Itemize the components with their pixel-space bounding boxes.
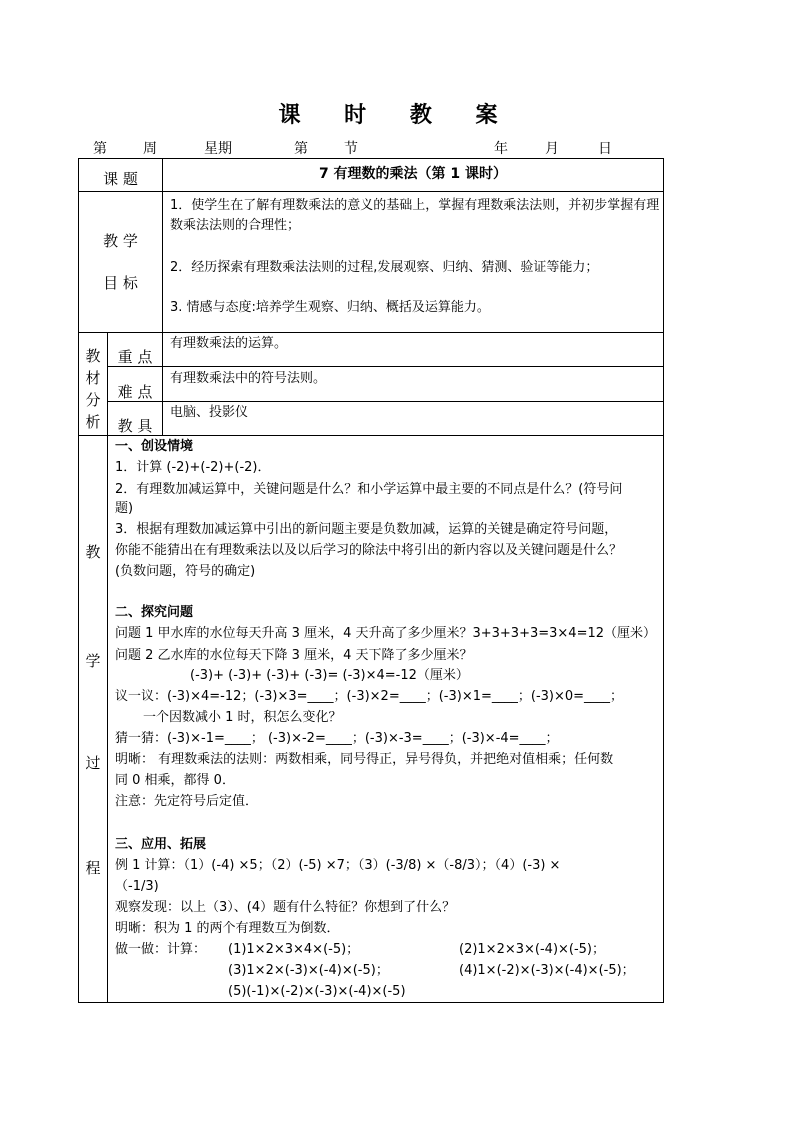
week-suffix: 周 bbox=[143, 141, 157, 157]
process-label-char: 程 bbox=[85, 859, 101, 877]
content-line: 3．根据有理数加减运算中引出的新问题主要是负数加减，运算的关键是确定符号问题， bbox=[115, 522, 618, 537]
exercise-item: (4)1×(-2)×(-3)×(-4)×(-5)； bbox=[459, 963, 635, 978]
content-line: 同 0 相乘，都得 0． bbox=[115, 773, 235, 788]
content-line: 一个因数减小 1 时，积怎么变化？ bbox=[143, 710, 342, 725]
period-suffix: 节 bbox=[344, 141, 358, 157]
analysis-label-char: 分 bbox=[85, 391, 101, 409]
section-heading: 二、探究问题 bbox=[115, 605, 194, 620]
content-line: 1．计算 (-2)+(-2)+(-2)． bbox=[115, 460, 271, 475]
date-line bbox=[0, 138, 794, 158]
content-line: 做一做：计算： bbox=[115, 942, 207, 957]
objectives-label-line2: 目 标 bbox=[103, 274, 138, 292]
section-heading: 一、创设情境 bbox=[115, 439, 194, 454]
content-line: 题) bbox=[115, 501, 134, 516]
content-line: 2．有理数加减运算中，关键问题是什么？和小学运算中最主要的不同点是什么？(符号问 bbox=[115, 482, 623, 497]
content-line: 议一议：(-3)×4=-12；(-3)×3=____；(-3)×2=____；(-3)×1=____；(-3)×0=____； bbox=[115, 689, 624, 704]
period-prefix: 第 bbox=[294, 141, 308, 157]
page-title: 课 时 教 案 bbox=[278, 102, 516, 128]
difficulty-value: 有理数乘法中的符号法则。 bbox=[170, 371, 327, 386]
content-line: 例 1 计算：（1）(-4) ×5；（2）(-5) ×7；（3）(-3/8) ×（-8/3）；（4）(-3) × bbox=[115, 858, 561, 873]
content-line: 明晰： 有理数乘法的法则：两数相乘，同号得正，异号得负，并把绝对值相乘；任何数 bbox=[115, 752, 614, 767]
exercise-item: (3)1×2×(-3)×(-4)×(-5)； bbox=[228, 963, 389, 978]
content-line: 注意：先定符号后定值． bbox=[115, 794, 259, 809]
month-label: 月 bbox=[545, 141, 559, 157]
exercise-item: (1)1×2×3×4×(-5)； bbox=[228, 942, 360, 957]
content-line: 问题 1 甲水库的水位每天升高 3 厘米，4 天升高了多少厘米？3+3+3+3=3×4=12（厘米） bbox=[115, 626, 656, 641]
topic-label: 课 题 bbox=[103, 170, 138, 188]
exercise-item: (2)1×2×3×(-4)×(-5)； bbox=[459, 942, 606, 957]
day-label: 日 bbox=[598, 141, 612, 157]
weekday-label: 星期 bbox=[204, 141, 232, 157]
year-label: 年 bbox=[494, 141, 508, 157]
objective-item: 2．经历探索有理数乘法法则的过程,发展观察、归纳、猜测、验证等能力； bbox=[170, 260, 599, 275]
objectives-label-line1: 教 学 bbox=[103, 232, 138, 250]
analysis-label bbox=[78, 345, 108, 433]
objectives-label-cell bbox=[78, 191, 163, 333]
tools-label: 教 具 bbox=[117, 417, 153, 435]
process-label-char: 学 bbox=[85, 652, 101, 670]
process-label-char: 过 bbox=[85, 754, 101, 772]
content-line: (-3)+ (-3)+ (-3)+ (-3)= (-3)×4=-12（厘米） bbox=[190, 668, 469, 683]
keypoint-label: 重 点 bbox=[117, 348, 153, 366]
exercise-item: (5)(-1)×(-2)×(-3)×(-4)×(-5) bbox=[228, 984, 406, 999]
difficulty-label: 难 点 bbox=[117, 383, 153, 401]
process-label-cell bbox=[78, 435, 108, 1003]
objective-item: 1．使学生在了解有理数乘法的意义的基础上，掌握有理数乘法法则，并初步掌握有理数乘法法则的合理性； bbox=[170, 198, 660, 233]
content-line: 观察发现：以上（3）、(4）题有什么特征？你想到了什么？ bbox=[115, 900, 456, 915]
content-line: (负数问题，符号的确定) bbox=[115, 564, 256, 579]
objective-item: 3. 情感与态度:培养学生观察、归纳、概括及运算能力。 bbox=[170, 300, 490, 315]
topic-value: 7 有理数的乘法（第 1 课时） bbox=[318, 166, 508, 182]
keypoint-value: 有理数乘法的运算。 bbox=[170, 336, 288, 351]
week-prefix: 第 bbox=[93, 141, 107, 157]
content-line: 问题 2 乙水库的水位每天下降 3 厘米，4 天下降了多少厘米？ bbox=[115, 648, 473, 663]
content-line: （-1/3) bbox=[115, 879, 159, 894]
analysis-label-char: 材 bbox=[85, 369, 101, 387]
content-line: 你能不能猜出在有理数乘法以及以后学习的除法中将引出的新内容以及关键问题是什么？ bbox=[115, 543, 623, 558]
process-label-char: 教 bbox=[85, 543, 101, 561]
tools-value: 电脑、投影仪 bbox=[170, 405, 249, 420]
analysis-label-char: 教 bbox=[85, 347, 101, 365]
content-line: 明晰：积为 1 的两个有理数互为倒数． bbox=[115, 921, 340, 936]
section-heading: 三、应用、拓展 bbox=[115, 837, 207, 852]
content-line: 猜一猜：(-3)×-1=____； (-3)×-2=____；(-3)×-3=____；(-3)×-4=____； bbox=[115, 731, 559, 746]
analysis-label-char: 析 bbox=[85, 413, 101, 431]
